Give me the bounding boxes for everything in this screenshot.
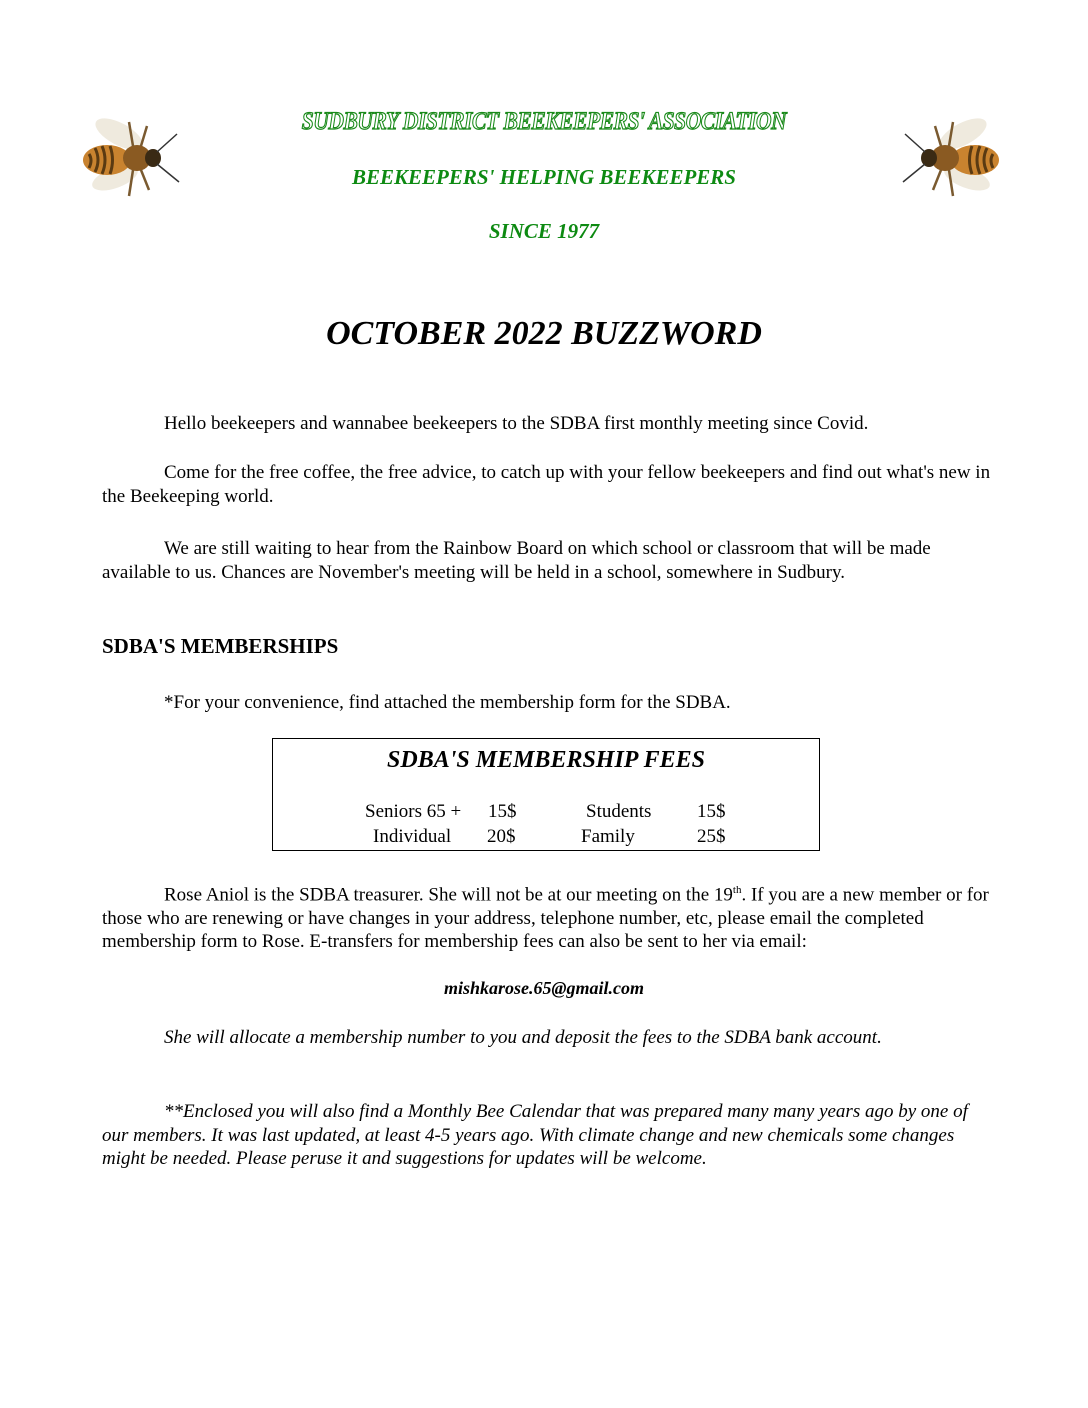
treasurer-text-a: Rose Aniol is the SDBA treasurer. She will not be at our meeting on the 19 [164, 884, 733, 906]
fee-price: 15$ [697, 801, 726, 822]
ordinal-suffix: th [732, 884, 742, 896]
org-motto: BEEKEEPERS' HELPING BEEKEEPERS [352, 165, 736, 189]
fees-title: SDBA'S MEMBERSHIP FEES [387, 747, 705, 773]
fee-price: 25$ [697, 826, 726, 847]
treasurer-email[interactable]: mishkarose.65@gmail.com [444, 978, 644, 998]
memberships-heading: SDBA'S MEMBERSHIPS [102, 634, 339, 658]
treasurer-text-b: . If you are a new member or for those who are renewing or have changes in your address, telephone number, etc, please email the completed membership form to Rose. E-transfers for membership fees can also be sent to her via email: [102, 884, 989, 953]
org-name: SUDBURY DISTRICT BEEKEEPERS' ASSOCIATION [301, 108, 787, 135]
membership-fees-box [272, 738, 820, 851]
fee-price: 15$ [488, 801, 517, 822]
intro-paragraph-3: We are still waiting to hear from the Rainbow Board on which school or classroom that will be made available to us. Chances are November's meeting will be held in a school, somewhere in Sudbury. [102, 538, 931, 583]
fee-price: 20$ [487, 826, 516, 847]
org-since: SINCE 1977 [488, 219, 600, 243]
intro-paragraph-2: Come for the free coffee, the free advice, to catch up with your fellow beekeepers and find out what's new in the Beekeeping world. [102, 462, 991, 507]
calendar-paragraph: **Enclosed you will also find a Monthly Bee Calendar that was prepared many many years ago by one of our members. It was last updated, at least 4-5 years ago. With climate change and new chemicals some changes might be needed. Please peruse it and suggestions for updates will be welcome. [102, 1101, 968, 1169]
treasurer-paragraph [102, 879, 992, 954]
fee-label: Individual [373, 826, 452, 847]
fee-label: Students [586, 801, 652, 822]
membership-form-note: *For your convenience, find attached the membership form for the SDBA. [164, 692, 731, 713]
allocate-paragraph: She will allocate a membership number to you and deposit the fees to the SDBA bank account. [164, 1027, 882, 1048]
intro-paragraph-1: Hello beekeepers and wannabee beekeepers to the SDBA first monthly meeting since Covid. [164, 413, 869, 434]
fee-label: Seniors 65 + [365, 801, 462, 822]
fee-label: Family [581, 826, 635, 847]
newsletter-title: OCTOBER 2022 BUZZWORD [326, 315, 762, 352]
